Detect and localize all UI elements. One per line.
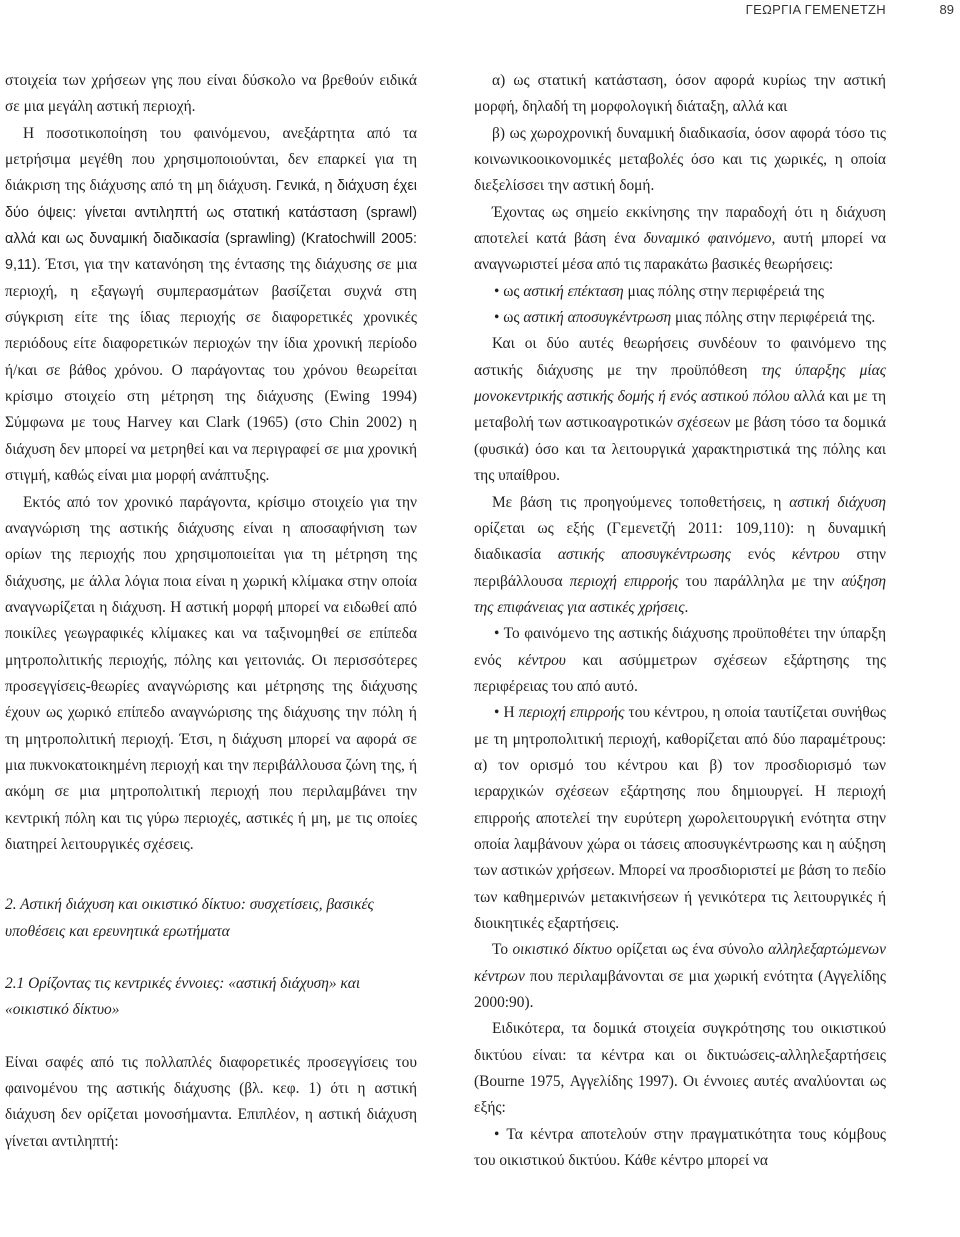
- page-number: 89: [939, 2, 954, 17]
- paragraph: [474, 331, 886, 489]
- spacer: [5, 945, 417, 971]
- text: που περιλαμβάνονται σε μια χωρική ενότητα (Αγγελίδης 2000:90).: [474, 967, 886, 1012]
- text: Με βάση τις προηγούμενες τοποθετήσεις, η: [492, 493, 790, 511]
- spacer: [5, 1024, 417, 1050]
- text: Το: [492, 941, 513, 959]
- sentence: Γενικά, η διάχυση έχει δύο όψεις: γίνεται αντιληπτή ως στατική κατάσταση (sprawl) αλλά και ως δυναμική διαδικασία (sprawling) (Kratochwill 2005: 9,11).: [5, 178, 417, 274]
- text: • ως: [494, 309, 524, 327]
- paragraph: [474, 200, 886, 279]
- paragraph: Ειδικότερα, τα δομικά στοιχεία συγκρότησης του οικιστικού δικτύου είναι: τα κέντρα και οι δικτυώσεις-αλληλεξαρτήσεις (Bourne 1975, Αγγελίδης 1997). Οι έννοιες αυτές αναλύονται ως εξής:: [474, 1020, 886, 1117]
- bullet-item: [474, 279, 886, 305]
- subsection-heading: 2.1 Ορίζοντας τις κεντρικές έννοιες: «αστική διάχυση» και «οικιστικό δίκτυο»: [5, 975, 361, 1019]
- text: Έχοντας ως σημείο εκκίνησης την παραδοχή ότι η διάχυση αποτελεί κατά βάση ένα: [474, 203, 886, 248]
- list-item-a: α) ως στατική κατάσταση, όσον αφορά κυρίως την αστική μορφή, δηλαδή τη μορφολογική διάταξη, αλλά και: [474, 72, 886, 116]
- text: , αυτή μπορεί να αναγνωριστεί μέσα από τις παρακάτω βασικές θεωρήσεις:: [474, 230, 886, 274]
- emphasis: της ύπαρξης μίας μονοκεντρικής αστικής δομής ή ενός αστικού πόλου: [474, 361, 886, 406]
- spacer: [5, 858, 417, 892]
- paragraph: [474, 937, 886, 1016]
- paragraph: Εκτός από τον χρονικό παράγοντα, κρίσιμο στοιχείο για την αναγνώριση της αστικής διάχυσης είναι η αποσαφήνιση των ορίων της περιοχής που χρησιμοποιείται για τη μέτρηση της διάχυσης, με άλλα λόγια ποια είναι η χωρική κλίμακα στην οποία αναγνωρίζεται η διάχυση. Η αστική μορφή μπορεί να ειδωθεί από ποικίλες γεωγραφικές κλίμακες και να ταξινομηθεί σε επίπεδα μητροπολιτικής περιοχής, πόλης και γειτονιάς. Οι περισσότερες προσεγγίσεις-θεωρίες αναγνώρισης και μέτρησης της διάχυσης έχουν ως χωρικό επίπεδο αναγνώρισης της διάχυσης την πόλη ή τη μητροπολιτική περιοχή. Έτσι, η διάχυση μπορεί να αφορά σε μια πυκνοκατοικημένη περιοχή και την περιβάλλουσα ζώνη της, ή ακόμη σε μια μητροπολιτική περιοχή που περιλαμβάνει την κεντρική πόλη και τις γύρω περιοχές, αστικές ή μη, με τις οποίες διατηρεί λειτουργικές σχέσεις.: [5, 493, 417, 853]
- text: ορίζεται ως εξής (Γεμενετζή 2011: 109,110): η δυναμική διαδικασία: [474, 519, 886, 564]
- text: ενός: [731, 546, 792, 564]
- sentence: Η ποσοτικοποίηση του φαινόμενου, ανεξάρτητα από τα μετρήσιμα μεγέθη που χρησιμοποιούνται, δεν επαρκεί για τη διάκριση της διάχυσης από τη μη διάχυση.: [5, 124, 417, 195]
- running-header: [0, 0, 960, 22]
- paragraph: στοιχεία των χρήσεων γης που είναι δύσκολο να βρεθούν ειδικά σε μια μεγάλη αστική περιοχή.: [5, 72, 417, 116]
- bullet-item: [474, 621, 886, 700]
- text: • Το φαινόμενο της αστικής διάχυσης προϋποθέτει την ύπαρξη ενός: [474, 625, 886, 669]
- list-item-b: β) ως χωροχρονική δυναμική διαδικασία, όσον αφορά τόσο τις κοινωνικοοικονομικές μεταβολές όσο και τις χωρικές, η οποία διεξελίσσει την αστική δομή.: [474, 124, 886, 195]
- text: μιας πόλης στην περιφέρειά της.: [671, 309, 876, 327]
- emphasis: περιοχή επιρροής: [569, 572, 679, 590]
- running-header-author: ΓΕΩΡΓΙΑ ΓΕΜΕΝΕΤΖΗ: [745, 2, 886, 17]
- text: και ασύμμετρων σχέσεων εξάρτησης της περιφέρειας του από αυτό.: [474, 651, 886, 695]
- emphasis: κέντρου: [791, 546, 840, 564]
- sentence: Έτσι, για την κατανόηση της έντασης της διάχυσης σε μια περιοχή, η εξαγωγή συμπερασμάτων βασίζεται συχνά στη σύγκριση είτε της ίδιας περιοχής σε διαφορετικές χρονικές περιόδους είτε διαφορετικών περιοχών την ίδια χρονική περίοδο ή/και σε βάθος χρόνου. Ο παράγοντας του χρόνου θεωρείται κρίσιμο στοιχείο στη μέτρηση της διάχυσης (Ewing 1994) Σύμφωνα με τους Harvey και Clark (1965) (στο Chin 2002) η διάχυση δεν μπορεί να μετρηθεί και να περιγραφεί σε μια χρονική στιγμή, καθώς είναι μια μορφή ανάπτυξης.: [5, 256, 417, 485]
- emphasis: αστική επέκταση: [523, 282, 624, 300]
- text: στην περιβάλλουσα: [474, 546, 886, 590]
- emphasis: περιοχή επιρροής: [518, 704, 625, 722]
- bullet-item: • Τα κέντρα αποτελούν στην πραγματικότητα τους κόμβους του οικιστικού δικτύου. Κάθε κέντρο μπορεί να: [474, 1125, 886, 1170]
- emphasis: κέντρου: [517, 651, 566, 669]
- emphasis: αστικής αποσυγκέντρωσης: [557, 546, 732, 564]
- text: • Η: [494, 704, 519, 722]
- left-column: [5, 68, 417, 1155]
- paragraph: [474, 490, 886, 622]
- section-heading: 2. Αστική διάχυση και οικιστικό δίκτυο: συσχετίσεις, βασικές υποθέσεις και ερευνητικά ερωτήματα: [5, 896, 374, 940]
- bullet-item: [474, 305, 886, 331]
- right-column: [474, 68, 886, 1174]
- text: • ως: [494, 282, 524, 300]
- text: μιας πόλης στην περιφέρειά της: [623, 282, 824, 300]
- text: του κέντρου, η οποία ταυτίζεται συνήθως με τη μητροπολιτική περιοχή, καθορίζεται από δύο παραμέτρους: α) τον ορισμό του κέντρου και β) τον προσδιορισμό των ιεραρχικών σχέσεων εξάρτησης που δημιουργεί. Η περιοχή επιρροής αποτελεί την ευρύτερη χωρολειτουργική ενότητα στην οποία λαμβάνουν χώρα οι τάσεις αποσυγκέντρωσης και η αύξηση των αστικών χρήσεων. Μπορεί να προσδιοριστεί με βάση το πεδίο των καθημερινών μετακινήσεων ή γενικότερα τις λειτουργικές ή διοικητικές εξαρτήσεις.: [474, 704, 887, 932]
- text: .: [684, 598, 689, 616]
- text: του παράλληλα με την: [678, 572, 842, 590]
- emphasis: αλληλεξαρτώμενων κέντρων: [474, 941, 887, 985]
- bullet-item: [474, 700, 886, 937]
- emphasis: αστική αποσυγκέντρωση: [523, 309, 672, 327]
- emphasis: οικιστικό δίκτυο: [512, 941, 613, 959]
- emphasis: αστική διάχυση: [789, 493, 886, 511]
- paragraph: Είναι σαφές από τις πολλαπλές διαφορετικές προσεγγίσεις του φαινομένου της αστικής διάχυσης (βλ. κεφ. 1) ότι η αστική διάχυση δεν ορίζεται μονοσήμαντα. Επιπλέον, η αστική διάχυση γίνεται αντιληπτή:: [5, 1053, 417, 1150]
- text: Και οι δύο αυτές θεωρήσεις συνδέουν το φαινόμενο της αστικής διάχυσης με την προϋπόθεση: [474, 335, 886, 379]
- paragraph: [5, 121, 417, 490]
- text: ορίζεται ως ένα σύνολο: [612, 941, 769, 959]
- text: αλλά και με τη μεταβολή των αστικοαγροτικών σχέσεων με βάση τόσο τα δομικά (φυσικά) όσο και τα λειτουργικά χαρακτηριστικά της πόλης και της υπαίθρου.: [474, 388, 886, 485]
- emphasis: αύξηση της επιφάνειας για αστικές χρήσεις: [474, 572, 886, 616]
- emphasis: δυναμικό φαινόμενο: [643, 230, 772, 248]
